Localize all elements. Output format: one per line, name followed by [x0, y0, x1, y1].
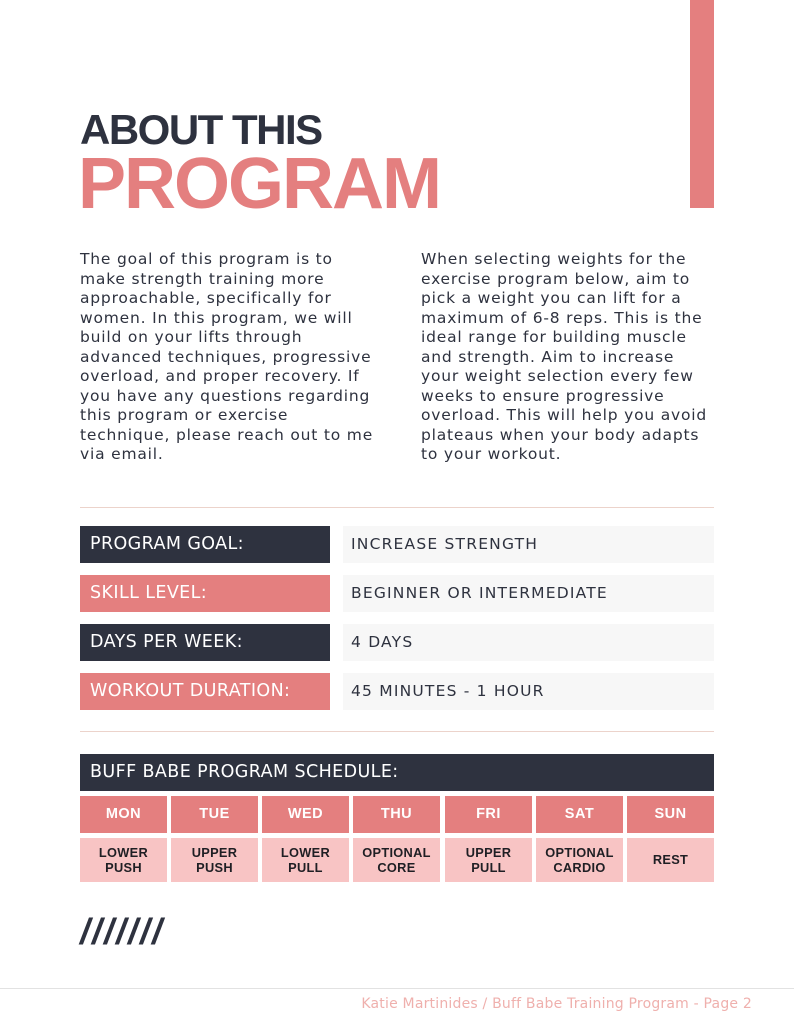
day-name: MON — [80, 796, 167, 833]
info-label: SKILL LEVEL: — [80, 575, 330, 612]
day-column-tue — [171, 796, 258, 882]
info-value: INCREASE STRENGTH — [343, 526, 714, 563]
day-column-sat — [536, 796, 623, 882]
info-label: WORKOUT DURATION: — [80, 673, 330, 710]
workout-line-2: PULL — [288, 860, 323, 875]
info-row-skill-level — [80, 575, 714, 612]
intro-paragraph-right: When selecting weights for the exercise program below, aim to pick a weight you can lift for a maximum of 6-8 reps. This is the ideal range for building muscle and strength. Aim to increase your weight selection every few weeks to ensure progressive overload. This will help you avoid plateaus when your body adapts to your workout. — [421, 250, 708, 463]
workout-line-2: PUSH — [196, 860, 233, 875]
workout-line-1: UPPER — [465, 844, 512, 860]
info-value: 45 MINUTES - 1 HOUR — [343, 673, 714, 710]
day-name: WED — [262, 796, 349, 833]
divider-bottom — [80, 731, 714, 732]
footer-divider — [0, 988, 794, 989]
divider-top — [80, 507, 714, 508]
day-workout — [536, 838, 623, 882]
intro-paragraph-left: The goal of this program is to make strength training more approachable, specifically for women. In this program, we will build on your lifts through advanced techniques, progressive overload, and proper recovery. If you have any questions regarding this program or exercise technique, please reach out to me via email. — [80, 250, 374, 463]
workout-line-1: LOWER — [280, 844, 331, 860]
schedule-header: BUFF BABE PROGRAM SCHEDULE: — [80, 754, 714, 791]
info-row-program-goal — [80, 526, 714, 563]
schedule-days — [80, 796, 714, 882]
day-name: SAT — [536, 796, 623, 833]
day-column-thu — [353, 796, 440, 882]
workout-line-2: PULL — [471, 860, 506, 875]
day-column-sun — [627, 796, 714, 882]
day-name: FRI — [445, 796, 532, 833]
workout-line-2: CORE — [377, 860, 416, 875]
day-name: TUE — [171, 796, 258, 833]
info-value: 4 DAYS — [343, 624, 714, 661]
workout-line-1: OPTIONAL — [362, 844, 431, 860]
title-line-2: PROGRAM — [78, 144, 440, 224]
info-row-workout-duration — [80, 673, 714, 710]
workout-line-1: LOWER — [98, 844, 149, 860]
day-workout — [171, 838, 258, 882]
day-workout — [445, 838, 532, 882]
workout-line-2: CARDIO — [553, 860, 606, 875]
info-value: BEGINNER OR INTERMEDIATE — [343, 575, 714, 612]
info-label: PROGRAM GOAL: — [80, 526, 330, 563]
title-line-1: ABOUT THIS — [80, 106, 322, 153]
day-name: THU — [353, 796, 440, 833]
decorative-slashes: /////// — [80, 911, 165, 952]
day-workout — [80, 838, 167, 882]
page-footer: Katie Martinides / Buff Babe Training Program - Page 2 — [361, 996, 752, 1012]
workout-line-2: PUSH — [105, 860, 142, 875]
day-name: SUN — [627, 796, 714, 833]
accent-bar — [690, 0, 714, 208]
day-column-fri — [445, 796, 532, 882]
workout-line-1: REST — [652, 852, 689, 868]
info-row-days-per-week — [80, 624, 714, 661]
info-label: DAYS PER WEEK: — [80, 624, 330, 661]
day-workout — [262, 838, 349, 882]
day-workout — [353, 838, 440, 882]
day-workout — [627, 838, 714, 882]
day-column-wed — [262, 796, 349, 882]
workout-line-1: UPPER — [191, 844, 238, 860]
workout-line-1: OPTIONAL — [545, 844, 614, 860]
day-column-mon — [80, 796, 167, 882]
